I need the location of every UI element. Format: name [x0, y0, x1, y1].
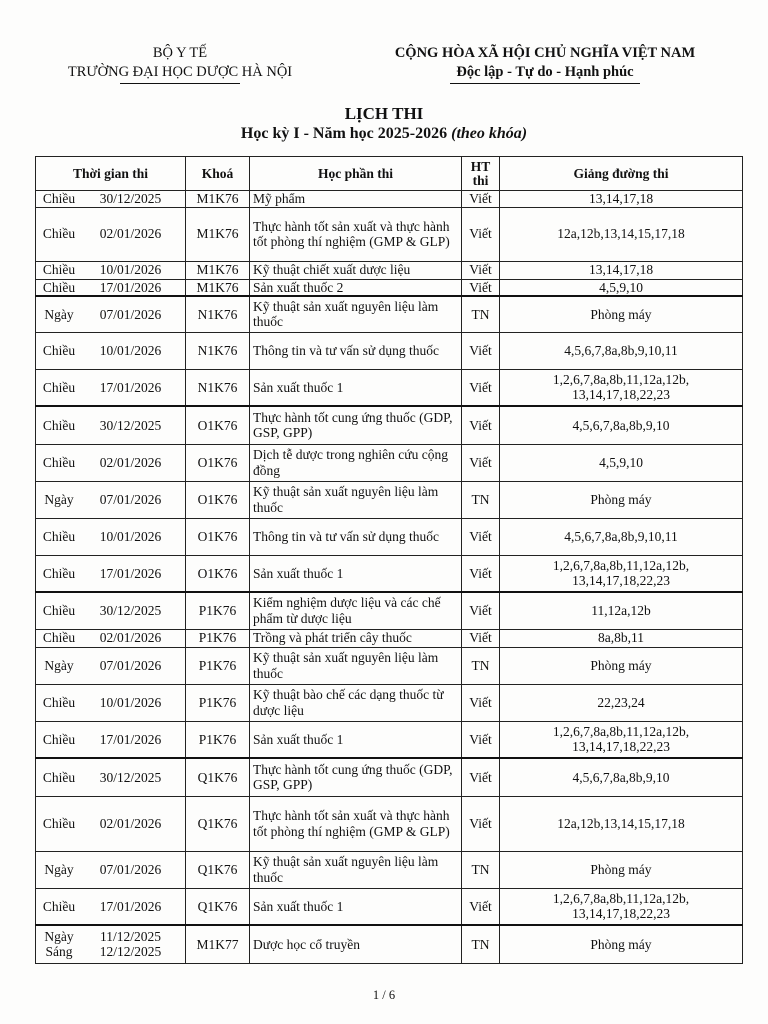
cell-khoa: Q1K76 [186, 796, 250, 851]
cell-exam-form: TN [462, 925, 500, 963]
exam-session: Chiều [42, 279, 76, 295]
exam-date: 17/01/2026 [99, 731, 162, 747]
cell-exam-time [36, 555, 186, 592]
cell-exam-time [36, 925, 186, 963]
cell-exam-form: Viết [462, 406, 500, 444]
cell-room: 4,5,6,7,8a,8b,9,10 [500, 406, 743, 444]
cell-room: 13,14,17,18 [500, 191, 743, 208]
table-row [36, 518, 743, 555]
exam-session: Ngày [44, 491, 74, 507]
cell-khoa: O1K76 [186, 481, 250, 518]
cell-exam-form: TN [462, 851, 500, 888]
cell-exam-form: Viết [462, 592, 500, 629]
cell-room: Phòng máy [500, 851, 743, 888]
exam-date: 10/01/2026 [99, 528, 162, 544]
cell-subject: Sản xuất thuốc 1 [250, 369, 462, 406]
table-row [36, 296, 743, 332]
table-row [36, 261, 743, 279]
cell-subject: Kỹ thuật sản xuất nguyên liệu làm thuốc [250, 296, 462, 332]
cell-room: 4,5,6,7,8a,8b,9,10,11 [500, 332, 743, 369]
exam-session: Chiều [42, 454, 76, 470]
cell-room: 1,2,6,7,8a,8b,11,12a,12b, 13,14,17,18,22,23 [500, 888, 743, 925]
cell-room: 4,5,9,10 [500, 444, 743, 481]
cell-exam-form: TN [462, 296, 500, 332]
underline-left [120, 83, 240, 84]
cell-exam-time [36, 629, 186, 647]
underline-right [450, 83, 640, 84]
exam-session: Chiều [42, 342, 76, 358]
cell-subject: Kỹ thuật sản xuất nguyên liệu làm thuốc [250, 647, 462, 684]
cell-khoa: P1K76 [186, 721, 250, 758]
cell-exam-time [36, 592, 186, 629]
cell-subject: Dịch tễ dược trong nghiên cứu cộng đồng [250, 444, 462, 481]
cell-room: 12a,12b,13,14,15,17,18 [500, 207, 743, 261]
cell-subject: Sản xuất thuốc 1 [250, 888, 462, 925]
col-header-room: Giảng đường thi [500, 157, 743, 191]
exam-date: 07/01/2026 [99, 861, 162, 877]
cell-khoa: O1K76 [186, 444, 250, 481]
cell-khoa: M1K76 [186, 261, 250, 279]
exam-date: 02/01/2026 [99, 226, 162, 242]
table-row [36, 207, 743, 261]
cell-khoa: M1K76 [186, 191, 250, 208]
page-subtitle [0, 124, 768, 144]
cell-room: 11,12a,12b [500, 592, 743, 629]
exam-session: Chiều [42, 226, 76, 242]
cell-exam-time [36, 261, 186, 279]
exam-schedule-table [35, 156, 743, 964]
cell-exam-form: Viết [462, 888, 500, 925]
table-row [36, 369, 743, 406]
exam-date: 17/01/2026 [99, 279, 162, 295]
col-header-time: Thời gian thi [36, 157, 186, 191]
cell-exam-time [36, 279, 186, 296]
cell-exam-form: Viết [462, 796, 500, 851]
exam-date: 17/01/2026 [99, 565, 162, 581]
cell-exam-time [36, 518, 186, 555]
cell-subject: Thực hành tốt sản xuất và thực hành tốt phòng thí nghiệm (GMP & GLP) [250, 796, 462, 851]
cell-exam-time [36, 481, 186, 518]
exam-date: 02/01/2026 [99, 815, 162, 831]
table-row [36, 279, 743, 296]
table-row [36, 647, 743, 684]
exam-session: Chiều [42, 815, 76, 831]
exam-session: Chiều [42, 565, 76, 581]
exam-date: 10/01/2026 [99, 694, 162, 710]
cell-exam-form: Viết [462, 207, 500, 261]
cell-exam-time [36, 796, 186, 851]
header-left [30, 44, 330, 84]
cell-subject: Kỹ thuật chiết xuất dược liệu [250, 261, 462, 279]
cell-exam-form: Viết [462, 518, 500, 555]
cell-subject: Sản xuất thuốc 1 [250, 555, 462, 592]
cell-exam-form: Viết [462, 629, 500, 647]
cell-room: 13,14,17,18 [500, 261, 743, 279]
cell-room: Phòng máy [500, 296, 743, 332]
cell-exam-form: Viết [462, 191, 500, 208]
table-row [36, 592, 743, 629]
cell-khoa: P1K76 [186, 684, 250, 721]
exam-date: 10/01/2026 [99, 262, 162, 278]
exam-date: 30/12/2025 [99, 769, 162, 785]
cell-khoa: P1K76 [186, 629, 250, 647]
cell-exam-form: Viết [462, 261, 500, 279]
exam-date: 30/12/2025 [99, 417, 162, 433]
cell-subject: Mỹ phẩm [250, 191, 462, 208]
cell-khoa: Q1K76 [186, 851, 250, 888]
table-row [36, 332, 743, 369]
motto: Độc lập - Tự do - Hạnh phúc [456, 64, 634, 80]
table-row [36, 888, 743, 925]
cell-subject: Trồng và phát triển cây thuốc [250, 629, 462, 647]
cell-subject: Kỹ thuật bào chế các dạng thuốc từ dược liệu [250, 684, 462, 721]
cell-exam-time [36, 721, 186, 758]
table-header-row [36, 157, 743, 191]
cell-khoa: O1K76 [186, 555, 250, 592]
exam-session: Chiều [42, 769, 76, 785]
table-row [36, 444, 743, 481]
exam-session: Chiều [42, 898, 76, 914]
table-row [36, 481, 743, 518]
cell-khoa: P1K76 [186, 647, 250, 684]
cell-room: 1,2,6,7,8a,8b,11,12a,12b, 13,14,17,18,22,23 [500, 721, 743, 758]
table-row [36, 684, 743, 721]
exam-date: 17/01/2026 [99, 379, 162, 395]
cell-exam-form: Viết [462, 684, 500, 721]
table-row [36, 925, 743, 963]
cell-exam-time [36, 888, 186, 925]
university-name: TRƯỜNG ĐẠI HỌC DƯỢC HÀ NỘI [67, 64, 293, 80]
cell-khoa: Q1K76 [186, 758, 250, 796]
exam-session: Chiều [42, 603, 76, 618]
cell-subject: Kiểm nghiệm dược liệu và các chế phẩm từ dược liệu [250, 592, 462, 629]
exam-date: 10/01/2026 [99, 342, 162, 358]
exam-date: 02/01/2026 [99, 454, 162, 470]
cell-exam-form: Viết [462, 332, 500, 369]
exam-date: 30/12/2025 [99, 191, 162, 206]
cell-subject: Thông tin và tư vấn sử dụng thuốc [250, 518, 462, 555]
exam-session: Chiều [42, 630, 76, 646]
cell-subject: Kỹ thuật sản xuất nguyên liệu làm thuốc [250, 481, 462, 518]
cell-room: 1,2,6,7,8a,8b,11,12a,12b, 13,14,17,18,22,23 [500, 369, 743, 406]
cell-khoa: M1K76 [186, 207, 250, 261]
cell-khoa: P1K76 [186, 592, 250, 629]
cell-room: 22,23,24 [500, 684, 743, 721]
exam-date: 07/01/2026 [99, 491, 162, 507]
cell-exam-form: Viết [462, 369, 500, 406]
cell-subject: Sản xuất thuốc 1 [250, 721, 462, 758]
cell-khoa: N1K76 [186, 332, 250, 369]
exam-date: 30/12/2025 [99, 603, 162, 618]
cell-exam-time [36, 332, 186, 369]
cell-khoa: N1K76 [186, 369, 250, 406]
cell-subject: Thực hành tốt cung ứng thuốc (GDP, GSP, GPP) [250, 406, 462, 444]
page-number: 1 / 6 [372, 988, 396, 1002]
cell-room: 12a,12b,13,14,15,17,18 [500, 796, 743, 851]
table-row [36, 851, 743, 888]
cell-exam-time [36, 296, 186, 332]
cell-exam-time [36, 758, 186, 796]
cell-exam-form: Viết [462, 555, 500, 592]
exam-session: Chiều [42, 528, 76, 544]
cell-exam-time [36, 406, 186, 444]
republic-name: CỘNG HÒA XÃ HỘI CHỦ NGHĨA VIỆT NAM [394, 45, 696, 61]
cell-khoa: O1K76 [186, 518, 250, 555]
table-row [36, 796, 743, 851]
cell-exam-form: Viết [462, 758, 500, 796]
exam-session: Chiều [42, 191, 76, 206]
exam-date: 02/01/2026 [99, 630, 162, 646]
exam-session: Chiều [42, 379, 76, 395]
col-header-ht: HT thi [462, 157, 500, 191]
cell-subject: Dược học cổ truyền [250, 925, 462, 963]
table-row [36, 721, 743, 758]
cell-room: 4,5,6,7,8a,8b,9,10 [500, 758, 743, 796]
exam-session: Chiều [42, 731, 76, 747]
table-row [36, 406, 743, 444]
cell-exam-time [36, 207, 186, 261]
exam-session: Chiều [42, 694, 76, 710]
cell-exam-time [36, 191, 186, 208]
exam-session: Chiều [42, 262, 76, 278]
cell-subject: Thực hành tốt sản xuất và thực hành tốt phòng thí nghiệm (GMP & GLP) [250, 207, 462, 261]
cell-room: Phòng máy [500, 647, 743, 684]
exam-session: Chiều [42, 417, 76, 433]
exam-session: Ngày Sáng [44, 929, 74, 960]
cell-exam-time [36, 647, 186, 684]
header-right [325, 44, 765, 84]
exam-session: Ngày [44, 306, 74, 322]
cell-room: 4,5,9,10 [500, 279, 743, 296]
exam-date: 07/01/2026 [99, 657, 162, 673]
col-header-khoa: Khoá [186, 157, 250, 191]
exam-session: Ngày [44, 861, 74, 877]
cell-exam-time [36, 369, 186, 406]
cell-khoa: Q1K76 [186, 888, 250, 925]
subtitle-main: Học kỳ I - Năm học 2025-2026 [240, 125, 448, 142]
cell-subject: Thực hành tốt cung ứng thuốc (GDP, GSP, GPP) [250, 758, 462, 796]
cell-khoa: M1K76 [186, 279, 250, 296]
cell-subject: Thông tin và tư vấn sử dụng thuốc [250, 332, 462, 369]
cell-room: 1,2,6,7,8a,8b,11,12a,12b, 13,14,17,18,22,23 [500, 555, 743, 592]
cell-exam-form: TN [462, 647, 500, 684]
cell-exam-form: Viết [462, 721, 500, 758]
table-body [36, 191, 743, 964]
table-row [36, 629, 743, 647]
exam-date: 07/01/2026 [99, 306, 162, 322]
cell-subject: Kỹ thuật sản xuất nguyên liệu làm thuốc [250, 851, 462, 888]
cell-room: Phòng máy [500, 925, 743, 963]
exam-session: Ngày [44, 657, 74, 673]
cell-room: 4,5,6,7,8a,8b,9,10,11 [500, 518, 743, 555]
cell-exam-form: TN [462, 481, 500, 518]
cell-khoa: N1K76 [186, 296, 250, 332]
cell-exam-time [36, 684, 186, 721]
ministry-name: BỘ Y TẾ [152, 45, 208, 61]
cell-khoa: M1K77 [186, 925, 250, 963]
cell-exam-time [36, 444, 186, 481]
cell-exam-form: Viết [462, 444, 500, 481]
cell-room: 8a,8b,11 [500, 629, 743, 647]
exam-date: 17/01/2026 [99, 898, 162, 914]
exam-date: 11/12/2025 12/12/2025 [99, 929, 162, 960]
cell-room: Phòng máy [500, 481, 743, 518]
cell-subject: Sản xuất thuốc 2 [250, 279, 462, 296]
subtitle-italic: (theo khóa) [451, 125, 528, 142]
cell-khoa: O1K76 [186, 406, 250, 444]
table-row [36, 191, 743, 208]
table-row [36, 758, 743, 796]
table-row [36, 555, 743, 592]
cell-exam-time [36, 851, 186, 888]
col-header-subject: Học phần thi [250, 157, 462, 191]
cell-exam-form: Viết [462, 279, 500, 296]
page-title: LỊCH THI [344, 104, 424, 123]
